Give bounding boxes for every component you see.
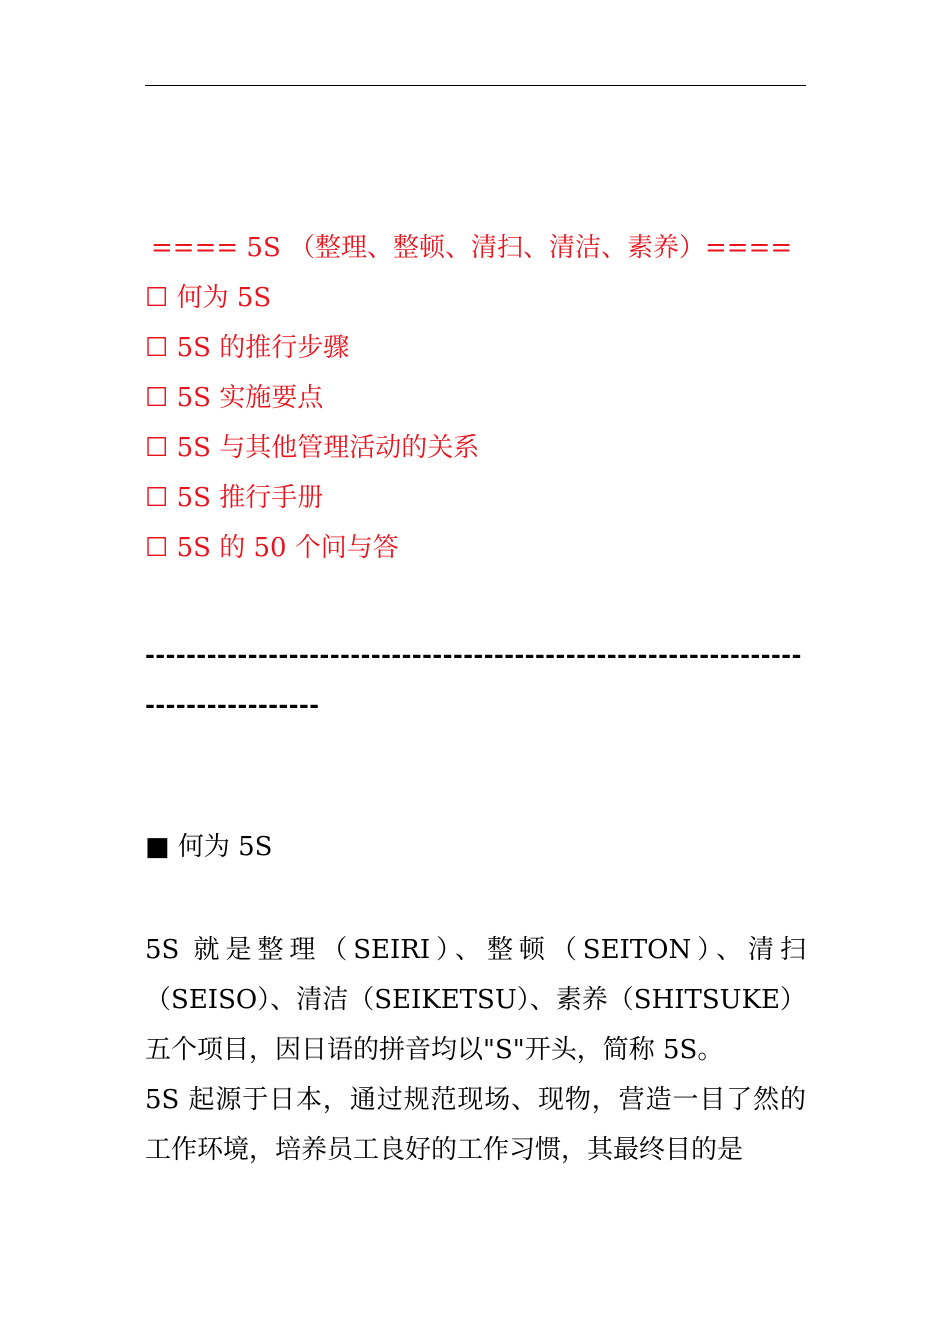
section-body [145,925,806,1175]
toc-item[interactable]: ☐ 5S 的 50 个问与答 [145,533,399,563]
toc-item[interactable]: ☐ 何为 5S [145,283,272,313]
header-rule [145,85,806,86]
section-heading: ■ 何为 5S [145,832,273,862]
toc-item[interactable]: ☐ 5S 推行手册 [145,483,324,513]
paragraph: 5S 起源于日本，通过规范现场、现物，营造一目了然的工作环境，培养员工良好的工作习惯，其最终目的是 [145,1085,806,1165]
table-of-contents [145,230,806,580]
toc-item[interactable]: ☐ 5S 的推行步骤 [145,333,350,363]
toc-item[interactable]: ☐ 5S 实施要点 [145,383,324,413]
paragraph: 5S 就是整理（SEIRI）、整顿（SEITON）、清扫（SEISO）、清洁（SEIKETSU）、素养（SHITSUKE）五个项目，因日语的拼音均以"S"开头，简称 5S。 [145,935,806,1065]
dashed-separator: --------------------------------------------------------------------------------- [145,640,802,719]
toc-title: ==== 5S （整理、整顿、清扫、清洁、素养）==== [151,233,793,263]
toc-item[interactable]: ☐ 5S 与其他管理活动的关系 [145,433,480,463]
